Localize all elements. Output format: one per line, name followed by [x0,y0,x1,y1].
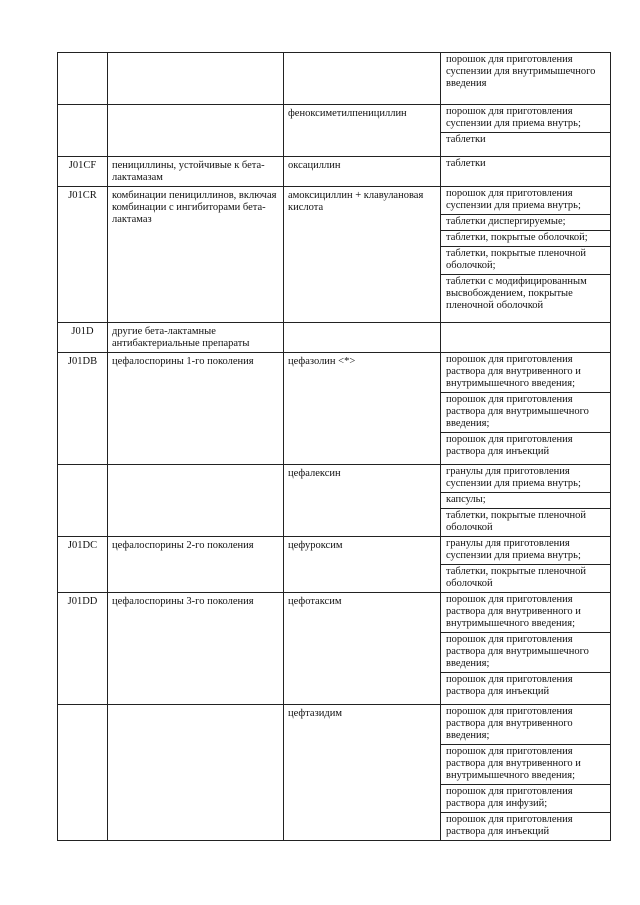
table-row [58,593,611,705]
dosage-forms-cell [441,705,611,841]
dosage-form-item: порошок для приготовления раствора для внутривенного введения; [446,706,573,741]
pharmacological-group-cell [108,53,284,105]
dosage-form-item: таблетки, покрытые пленочной оболочкой [441,508,610,536]
dosage-form-item: порошок для приготовления раствора для инфузий; [441,784,610,812]
drug-name-cell: цефалексин [284,465,441,537]
drug-table-body [58,53,611,841]
pharmacological-group-cell: цефалоспорины 1-го поколения [108,353,284,465]
dosage-form-item: порошок для приготовления раствора для внутривенного и внутримышечного введения; [441,744,610,784]
drug-name-cell: цефуроксим [284,537,441,593]
atc-code-cell [58,705,108,841]
table-row [58,157,611,187]
dosage-form-item: таблетки с модифицированным высвобождением, покрытые пленочной оболочкой [441,274,610,314]
dosage-form-item: порошок для приготовления раствора для внутримышечного введения; [441,632,610,672]
dosage-form-item: порошок для приготовления раствора для внутривенного и внутримышечного введения; [446,594,581,629]
drug-table [57,52,611,841]
dosage-form-item [441,323,610,326]
atc-code-cell: J01CR [58,187,108,323]
drug-name-cell [284,53,441,105]
dosage-form-item: гранулы для приготовления суспензии для приема внутрь; [446,466,581,489]
dosage-form-item: гранулы для приготовления суспензии для приема внутрь; [446,538,581,561]
pharmacological-group-cell: другие бета-лактамные антибактериальные препараты [108,323,284,353]
table-row [58,537,611,593]
dosage-form-item: порошок для приготовления раствора для инъекций [441,812,610,840]
drug-name-cell: феноксиметилпенициллин [284,105,441,157]
dosage-form-item: таблетки диспергируемые; [441,214,610,230]
pharmacological-group-cell: комбинации пенициллинов, включая комбинации с ингибиторами бета-лактамаз [108,187,284,323]
table-row [58,53,611,105]
table-row [58,465,611,537]
table-row [58,353,611,465]
atc-code-cell [58,105,108,157]
drug-name-cell [284,323,441,353]
dosage-forms-cell [441,323,611,353]
dosage-form-item: таблетки, покрытые оболочкой; [441,230,610,246]
dosage-form-item: порошок для приготовления суспензии для приема внутрь; [446,188,581,211]
dosage-form-item: капсулы; [441,492,610,508]
pharmacological-group-cell [108,105,284,157]
dosage-form-item: порошок для приготовления раствора для внутримышечного введения; [441,392,610,432]
dosage-forms-cell [441,465,611,537]
dosage-form-item: порошок для приготовления раствора для внутривенного и внутримышечного введения; [446,354,581,389]
dosage-forms-cell [441,187,611,323]
drug-name-cell: цефтазидим [284,705,441,841]
dosage-forms-cell [441,537,611,593]
drug-name-cell: цефотаксим [284,593,441,705]
drug-name-cell: цефазолин <*> [284,353,441,465]
dosage-form-item: порошок для приготовления суспензии для приема внутрь; [446,106,581,129]
dosage-forms-cell [441,53,611,105]
dosage-forms-cell [441,593,611,705]
dosage-form-item: таблетки, покрытые пленочной оболочкой; [441,246,610,274]
pharmacological-group-cell: пенициллины, устойчивые к бета-лактамазам [108,157,284,187]
dosage-form-item: таблетки [446,158,486,169]
drug-name-cell: амоксициллин + клавулановая кислота [284,187,441,323]
pharmacological-group-cell: цефалоспорины 2-го поколения [108,537,284,593]
drug-name-cell: оксациллин [284,157,441,187]
dosage-form-item: таблетки [441,132,610,148]
atc-code-cell: J01CF [58,157,108,187]
atc-code-cell: J01DD [58,593,108,705]
table-row [58,705,611,841]
dosage-form-item: таблетки, покрытые пленочной оболочкой [441,564,610,592]
atc-code-cell: J01DC [58,537,108,593]
dosage-forms-cell [441,157,611,187]
table-row [58,323,611,353]
atc-code-cell [58,465,108,537]
table-row [58,187,611,323]
dosage-forms-cell [441,105,611,157]
dosage-form-item: порошок для приготовления суспензии для внутримышечного введения [446,54,596,89]
atc-code-cell: J01D [58,323,108,353]
dosage-form-item: порошок для приготовления раствора для инъекций [441,672,610,700]
pharmacological-group-cell [108,705,284,841]
dosage-form-item: порошок для приготовления раствора для инъекций [441,432,610,460]
table-row [58,105,611,157]
pharmacological-group-cell [108,465,284,537]
dosage-forms-cell [441,353,611,465]
pharmacological-group-cell: цефалоспорины 3-го поколения [108,593,284,705]
atc-code-cell [58,53,108,105]
atc-code-cell: J01DB [58,353,108,465]
